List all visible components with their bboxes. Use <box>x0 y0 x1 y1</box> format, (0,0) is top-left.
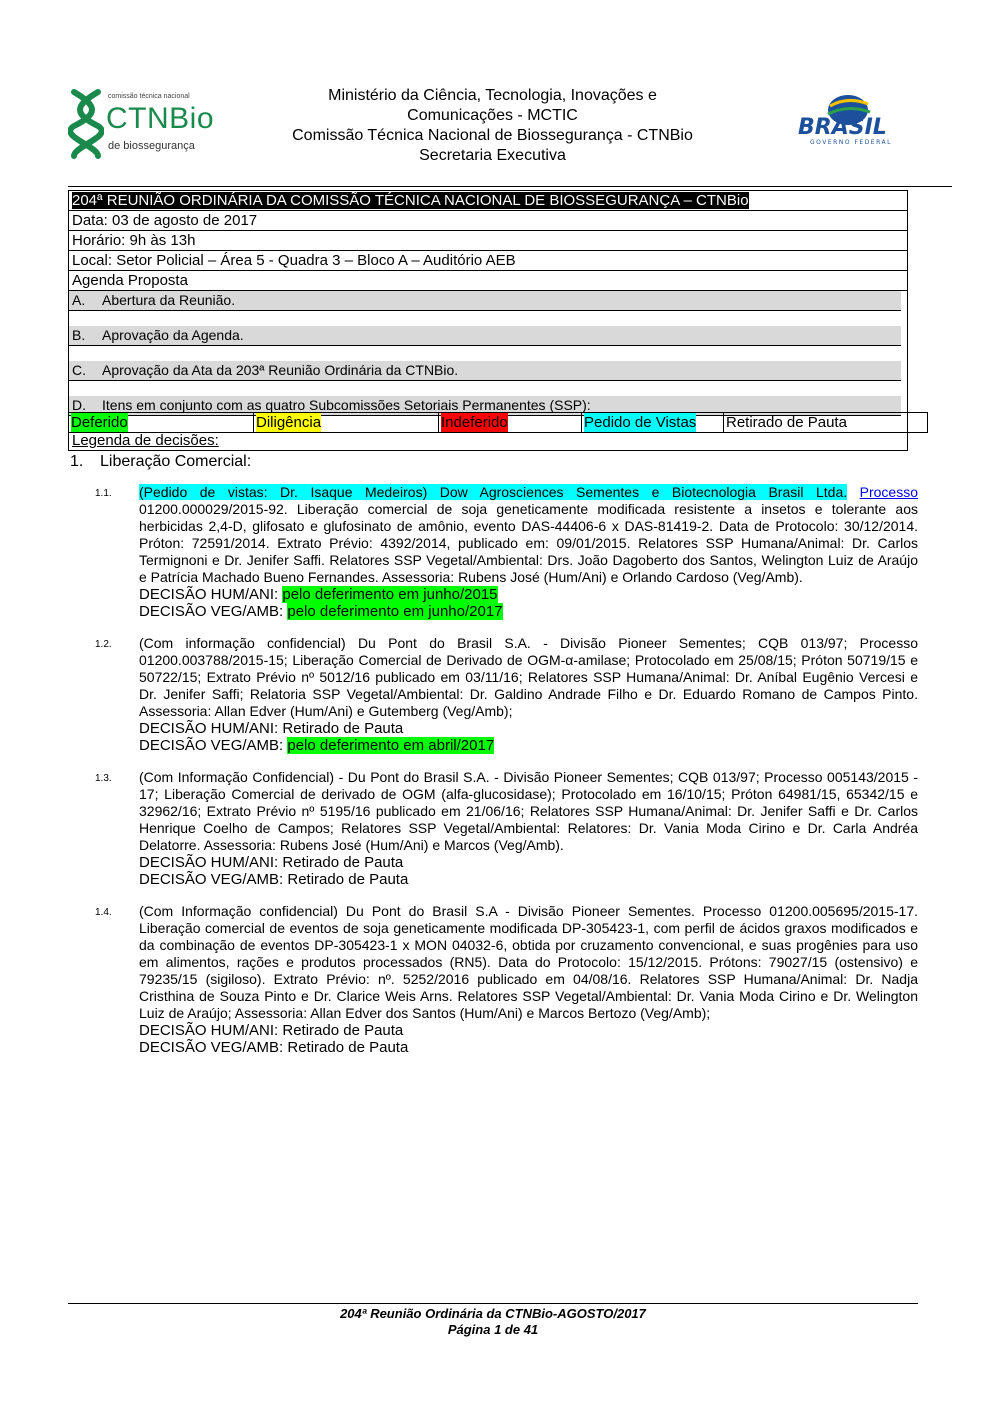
decision-veg-label: DECISÃO VEG/AMB: <box>139 603 288 620</box>
list-item <box>95 903 918 1056</box>
item-number: 1.3. <box>95 773 112 784</box>
agenda-item-letter: C. <box>72 362 86 378</box>
decision-veg <box>139 871 918 888</box>
decision-veg-value: pelo deferimento em junho/2017 <box>287 603 503 620</box>
item-list <box>95 484 918 1071</box>
page-header <box>0 80 1000 180</box>
decision-veg-value: pelo deferimento em abril/2017 <box>287 737 495 754</box>
ctnbio-logo <box>68 88 218 158</box>
agenda-item-letter: A. <box>72 292 86 308</box>
header-title-line: Comissão Técnica Nacional de Biossegurança - CTNBio <box>292 127 693 144</box>
logo-name: CTNBio <box>106 102 215 135</box>
header-title-line: Ministério da Ciência, Tecnologia, Inovações e <box>328 87 657 104</box>
legend-indeferido <box>439 413 582 432</box>
item-body <box>139 484 918 620</box>
legend-retirado-de-pauta <box>724 413 927 432</box>
item-number: 1.4. <box>95 907 112 918</box>
footer-meeting: 204ª Reunião Ordinária da CTNBio-AGOSTO/2017 <box>340 1306 646 1321</box>
decision-veg <box>139 603 918 620</box>
decision-veg-value: Retirado de Pauta <box>287 1039 409 1056</box>
item-text: 01200.000029/2015-92. Liberação comercial de soja geneticamente modificada resistente a insetos e tolerante aos herbicidas 2,4-D, glifosato e glufosinato de amônio, evento DAS-44406-6 x DAS-81419-2. Data de Protocolo: 30/12/2014. Próton: 72591/2014. Extrato Prévio: 4392/2014, publicado em: 09/01/2015. Relatores SSP Humana/Animal: Dr. Carlos Termignoni e Dr. Jenifer Saffi. Relatores SSP Vegetal/Ambiental: Drs. João Dagoberto dos Santos, Welington Luiz de Araújo e Patrícia Machado Bueno Fernandes. Assessoria: Rubens José (Hum/Ani) e Orlando Cardoso (Veg/Amb). <box>139 501 918 585</box>
item-text: (Com informação confidencial) Du Pont do Brasil S.A. - Divisão Pioneer Sementes; CQB 013/97; Processo 01200.003788/2015-15; Liberação Comercial de Derivado de OGM-α-amilase; Protocolado em 25/08/15; Próton 50719/15 e 50722/15; Extrato Prévio nº 5012/16 publicado em 03/11/16; Relatores SSP Humana/Animal: Dr. Aníbal Eugênio Vercesi e Dr. Jenifer Saffi; Relatoria SSP Vegetal/Ambiental: Dr. Galdino Andrade Filho e Dr. Eduardo Romano de Campos Pinto. Assessoria: Allan Edver (Hum/Ani) e Gutemberg (Veg/Amb); <box>139 635 918 719</box>
decision-hum-label: DECISÃO HUM/ANI: <box>139 1022 283 1039</box>
agenda-item <box>69 326 901 346</box>
agenda-item-text: Aprovação da Ata da 203ª Reunião Ordinária da CTNBio. <box>102 362 459 378</box>
brasil-logo-sub: GOVERNO FEDERAL <box>810 139 892 146</box>
legend-label-pedido-de-vistas: Pedido de Vistas <box>584 414 697 431</box>
legend-label-deferido: Deferido <box>71 414 128 431</box>
decision-veg-label: DECISÃO VEG/AMB: <box>139 737 288 754</box>
agenda-item <box>69 291 901 311</box>
item-body <box>139 903 918 1056</box>
legend-label-retirado: Retirado de Pauta <box>726 414 847 431</box>
meeting-title: 204ª REUNIÃO ORDINÁRIA DA COMISSÃO TÉCNICA NACIONAL DE BIOSSEGURANÇA – CTNBio <box>72 192 749 209</box>
legend-pedido-de-vistas <box>582 413 724 432</box>
agenda-item-text: Itens em conjunto com as quatro Subcomissões Setoriais Permanentes (SSP): <box>102 397 591 413</box>
process-link[interactable]: Processo <box>859 484 918 500</box>
footer-page-number: Página 1 de 41 <box>447 1322 539 1337</box>
decision-hum-label: DECISÃO HUM/ANI: <box>139 586 283 603</box>
item-number: 1.2. <box>95 639 112 650</box>
agenda-item-letter: D. <box>72 397 86 413</box>
dna-helix-icon <box>68 88 104 160</box>
legend-label: Legenda de decisões: <box>72 432 219 449</box>
decision-hum <box>139 720 918 737</box>
agenda-item-text: Abertura da Reunião. <box>102 292 236 308</box>
decision-veg-label: DECISÃO VEG/AMB: <box>139 871 288 888</box>
decision-hum <box>139 1022 918 1039</box>
legend-deferido <box>69 413 254 432</box>
meeting-place: Local: Setor Policial – Área 5 - Quadra 3 – Bloco A – Auditório AEB <box>69 251 907 271</box>
legend-diligencia <box>254 413 439 432</box>
legend-label-diligencia: Diligência <box>256 414 322 431</box>
list-item <box>95 484 918 620</box>
meeting-time: Horário: 9h às 13h <box>69 231 907 251</box>
item-body <box>139 635 918 754</box>
section-number: 1. <box>70 453 84 470</box>
meeting-date: Data: 03 de agosto de 2017 <box>69 211 907 231</box>
list-item <box>95 769 918 888</box>
list-item <box>95 635 918 754</box>
legend-label-row <box>69 431 907 450</box>
agenda-item-letter: B. <box>72 327 86 343</box>
item-number: 1.1. <box>95 488 112 499</box>
legend-label-indeferido: Indeferido <box>441 414 508 431</box>
logo-sub-text: de biossegurança <box>108 140 195 152</box>
decision-hum-value: Retirado de Pauta <box>282 720 404 737</box>
globe-icon <box>790 92 900 147</box>
decision-hum <box>139 854 918 871</box>
decision-hum-value: Retirado de Pauta <box>282 1022 404 1039</box>
header-divider <box>68 186 952 187</box>
item-highlight: (Pedido de vistas: Dr. Isaque Medeiros) Dow Agrosciences Sementes e Biotecnologia Brasil Ltda. <box>139 484 848 500</box>
meeting-title-row <box>69 191 907 211</box>
item-text: (Com Informação confidencial) Du Pont do Brasil S.A - Divisão Pioneer Sementes. Processo 01200.005695/2015-17. Liberação comercial de eventos de soja geneticamente modificada DP-305423-1, com perfil de ácidos graxos modificados e da combinação de eventos DP-305423-1 x MON 04032-6, obtida por cruzamento convencional, e suas progênies para uso em alimentos, rações e produtos processados (RN5). Data do Protocolo: 15/12/2015. Prótons: 79027/15 (ostensivo) e 79235/15 (sigiloso). Extrato Prévio: nº. 5252/2016 publicado em 04/08/16. Relatores SSP Humana/Animal: Dr. Nadja Cristhina de Souza Pinto e Dr. Clarice Weis Arns. Relatores SSP Vegetal/Ambiental: Dr. Vania Moda Cirino e Dr. Welington Luiz de Araújo; Assessoria: Allan Edver dos Santos (Hum/Ani) e Marcos Bertozo (Veg/Amb); <box>139 903 918 1021</box>
item-text: (Com Informação Confidencial) - Du Pont do Brasil S.A. - Divisão Pioneer Sementes; CQB 013/97; Processo 005143/2015 - 17; Liberação Comercial de derivado de OGM (alfa-glucosidase); Protocolado em 16/10/15; Próton 64981/15, 65342/15 e 32962/16; Extrato Prévio nº 5195/16 publicado em 21/06/16; Relatores SSP Humana/Animal: Dr. Jenifer Saffi e Dr. Carlos Henrique Coelho de Campos; Relatores SSP Vegetal/Ambiental: Relatores: Dr. Vania Moda Cirino e Dr. Carla Andréa Delatorre. Assessoria: Rubens José (Hum/Ani) e Marcos (Veg/Amb). <box>139 769 918 853</box>
logo-small-text: comissão técnica nacional <box>108 93 190 100</box>
brasil-government-logo <box>790 92 900 147</box>
decision-hum <box>139 586 918 603</box>
decision-hum-label: DECISÃO HUM/ANI: <box>139 854 283 871</box>
decision-veg <box>139 1039 918 1056</box>
brasil-logo-name: BRASIL <box>798 115 887 140</box>
section-heading <box>70 453 251 471</box>
agenda-label: Agenda Proposta <box>69 271 907 291</box>
decision-legend <box>68 412 928 433</box>
decision-hum-value: Retirado de Pauta <box>282 854 404 871</box>
agenda-item-text: Aprovação da Agenda. <box>102 327 244 343</box>
header-title-line: Secretaria Executiva <box>419 147 566 164</box>
section-title: Liberação Comercial: <box>100 453 252 470</box>
decision-veg <box>139 737 918 754</box>
header-title-line: Comunicações - MCTIC <box>407 107 578 124</box>
item-body <box>139 769 918 888</box>
decision-hum-label: DECISÃO HUM/ANI: <box>139 720 283 737</box>
decision-hum-value: pelo deferimento em junho/2015 <box>282 586 498 603</box>
page-footer <box>68 1306 918 1338</box>
agenda-item <box>69 361 901 381</box>
footer-divider <box>68 1303 918 1304</box>
decision-veg-label: DECISÃO VEG/AMB: <box>139 1039 288 1056</box>
header-title <box>250 86 735 166</box>
decision-veg-value: Retirado de Pauta <box>287 871 409 888</box>
